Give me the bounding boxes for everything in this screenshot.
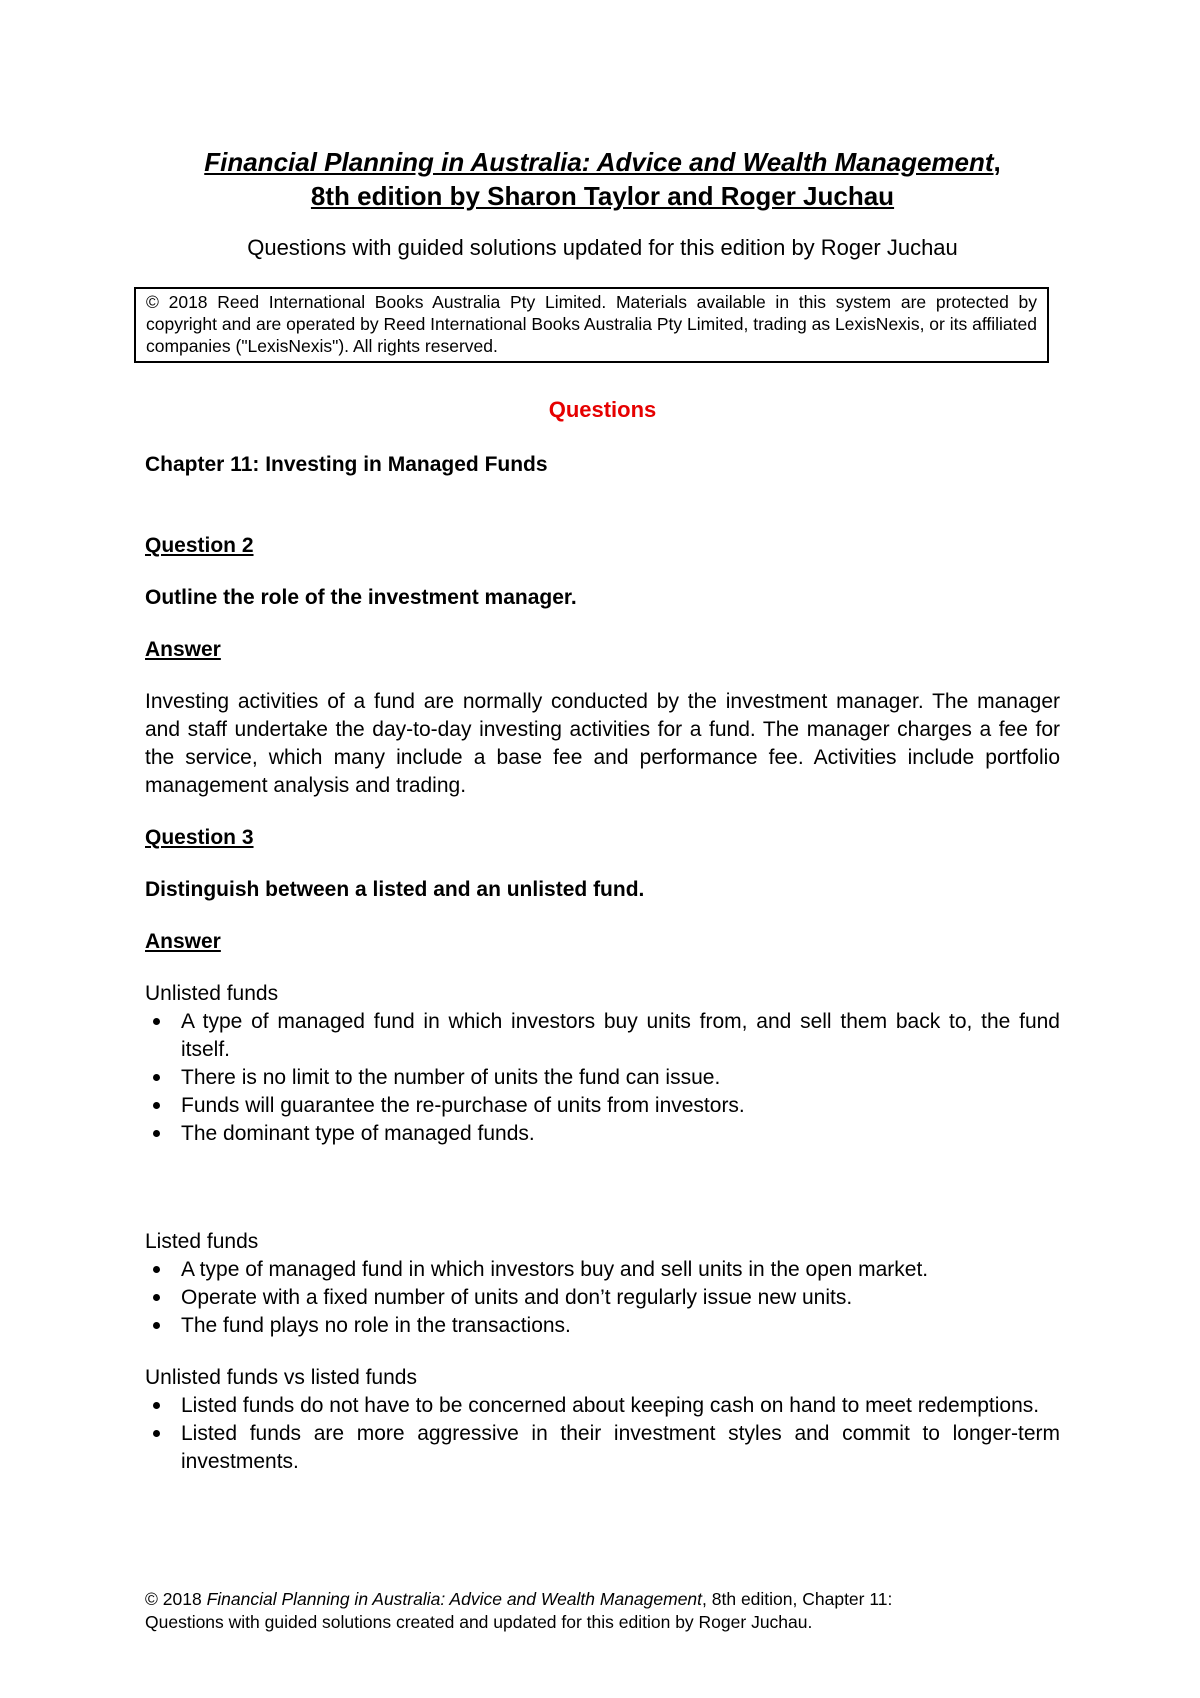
list-item: Listed funds are more aggressive in their investment styles and commit to longer-term investments. xyxy=(145,1420,1060,1476)
unlisted-funds-list xyxy=(145,1008,1060,1148)
list-item: A type of managed fund in which investors buy units from, and sell them back to, the fund itself. xyxy=(145,1008,1060,1064)
question-3-label: Question 3 xyxy=(145,826,254,849)
comparison-heading: Unlisted funds vs listed funds xyxy=(145,1366,417,1389)
question-3-text: Distinguish between a listed and an unlisted fund. xyxy=(145,878,645,901)
question-2-text: Outline the role of the investment manager. xyxy=(145,586,577,609)
list-item: There is no limit to the number of units the fund can issue. xyxy=(145,1064,1060,1092)
question-2-answer-label: Answer xyxy=(145,638,221,661)
list-item: The fund plays no role in the transactions. xyxy=(145,1312,1060,1340)
listed-funds-heading: Listed funds xyxy=(145,1230,259,1253)
chapter-heading: Chapter 11: Investing in Managed Funds xyxy=(145,453,548,476)
listed-funds-list xyxy=(145,1256,1060,1340)
document-page xyxy=(145,0,1060,1476)
footer-line-2: Questions with guided solutions created and updated for this edition by Roger Juchau. xyxy=(145,1612,813,1632)
question-2-answer: Investing activities of a fund are normally conducted by the investment manager. The manager and staff undertake the day-to-day investing activities for a fund. The manager charges a fee for the service, which many include a base fee and performance fee. Activities include portfolio management analysis and trading. xyxy=(145,690,1060,797)
copyright-notice-box: © 2018 Reed International Books Australia Pty Limited. Materials available in this system are protected by copyright and are operated by Reed International Books Australia Pty Limited, trading as LexisNexis, or its affiliated companies ("LexisNexis"). All rights reserved. xyxy=(134,287,1049,363)
question-3-answer-label: Answer xyxy=(145,930,221,953)
footer-book-name: Financial Planning in Australia: Advice and Wealth Management xyxy=(206,1589,703,1609)
list-item: Funds will guarantee the re-purchase of units from investors. xyxy=(145,1092,1060,1120)
list-item: Listed funds do not have to be concerned about keeping cash on hand to meet redemptions. xyxy=(145,1392,1060,1420)
unlisted-funds-heading: Unlisted funds xyxy=(145,982,279,1005)
footer-suffix: , 8th edition, Chapter 11: xyxy=(702,1589,893,1609)
question-2-label: Question 2 xyxy=(145,534,254,557)
footer-prefix: © 2018 xyxy=(145,1589,207,1609)
comparison-list xyxy=(145,1392,1060,1476)
title-edition-authors: 8th edition by Sharon Taylor and Roger Juchau xyxy=(310,181,895,211)
document-title xyxy=(145,145,1060,213)
page-footer xyxy=(145,1588,1045,1634)
title-comma: , xyxy=(993,147,1001,177)
document-subtitle: Questions with guided solutions updated for this edition by Roger Juchau xyxy=(247,235,958,260)
questions-heading: Questions xyxy=(548,397,657,422)
list-item: A type of managed fund in which investors buy and sell units in the open market. xyxy=(145,1256,1060,1284)
title-book-name: Financial Planning in Australia: Advice and Wealth Management xyxy=(204,147,994,177)
list-item: Operate with a fixed number of units and don’t regularly issue new units. xyxy=(145,1284,1060,1312)
list-item: The dominant type of managed funds. xyxy=(145,1120,1060,1148)
